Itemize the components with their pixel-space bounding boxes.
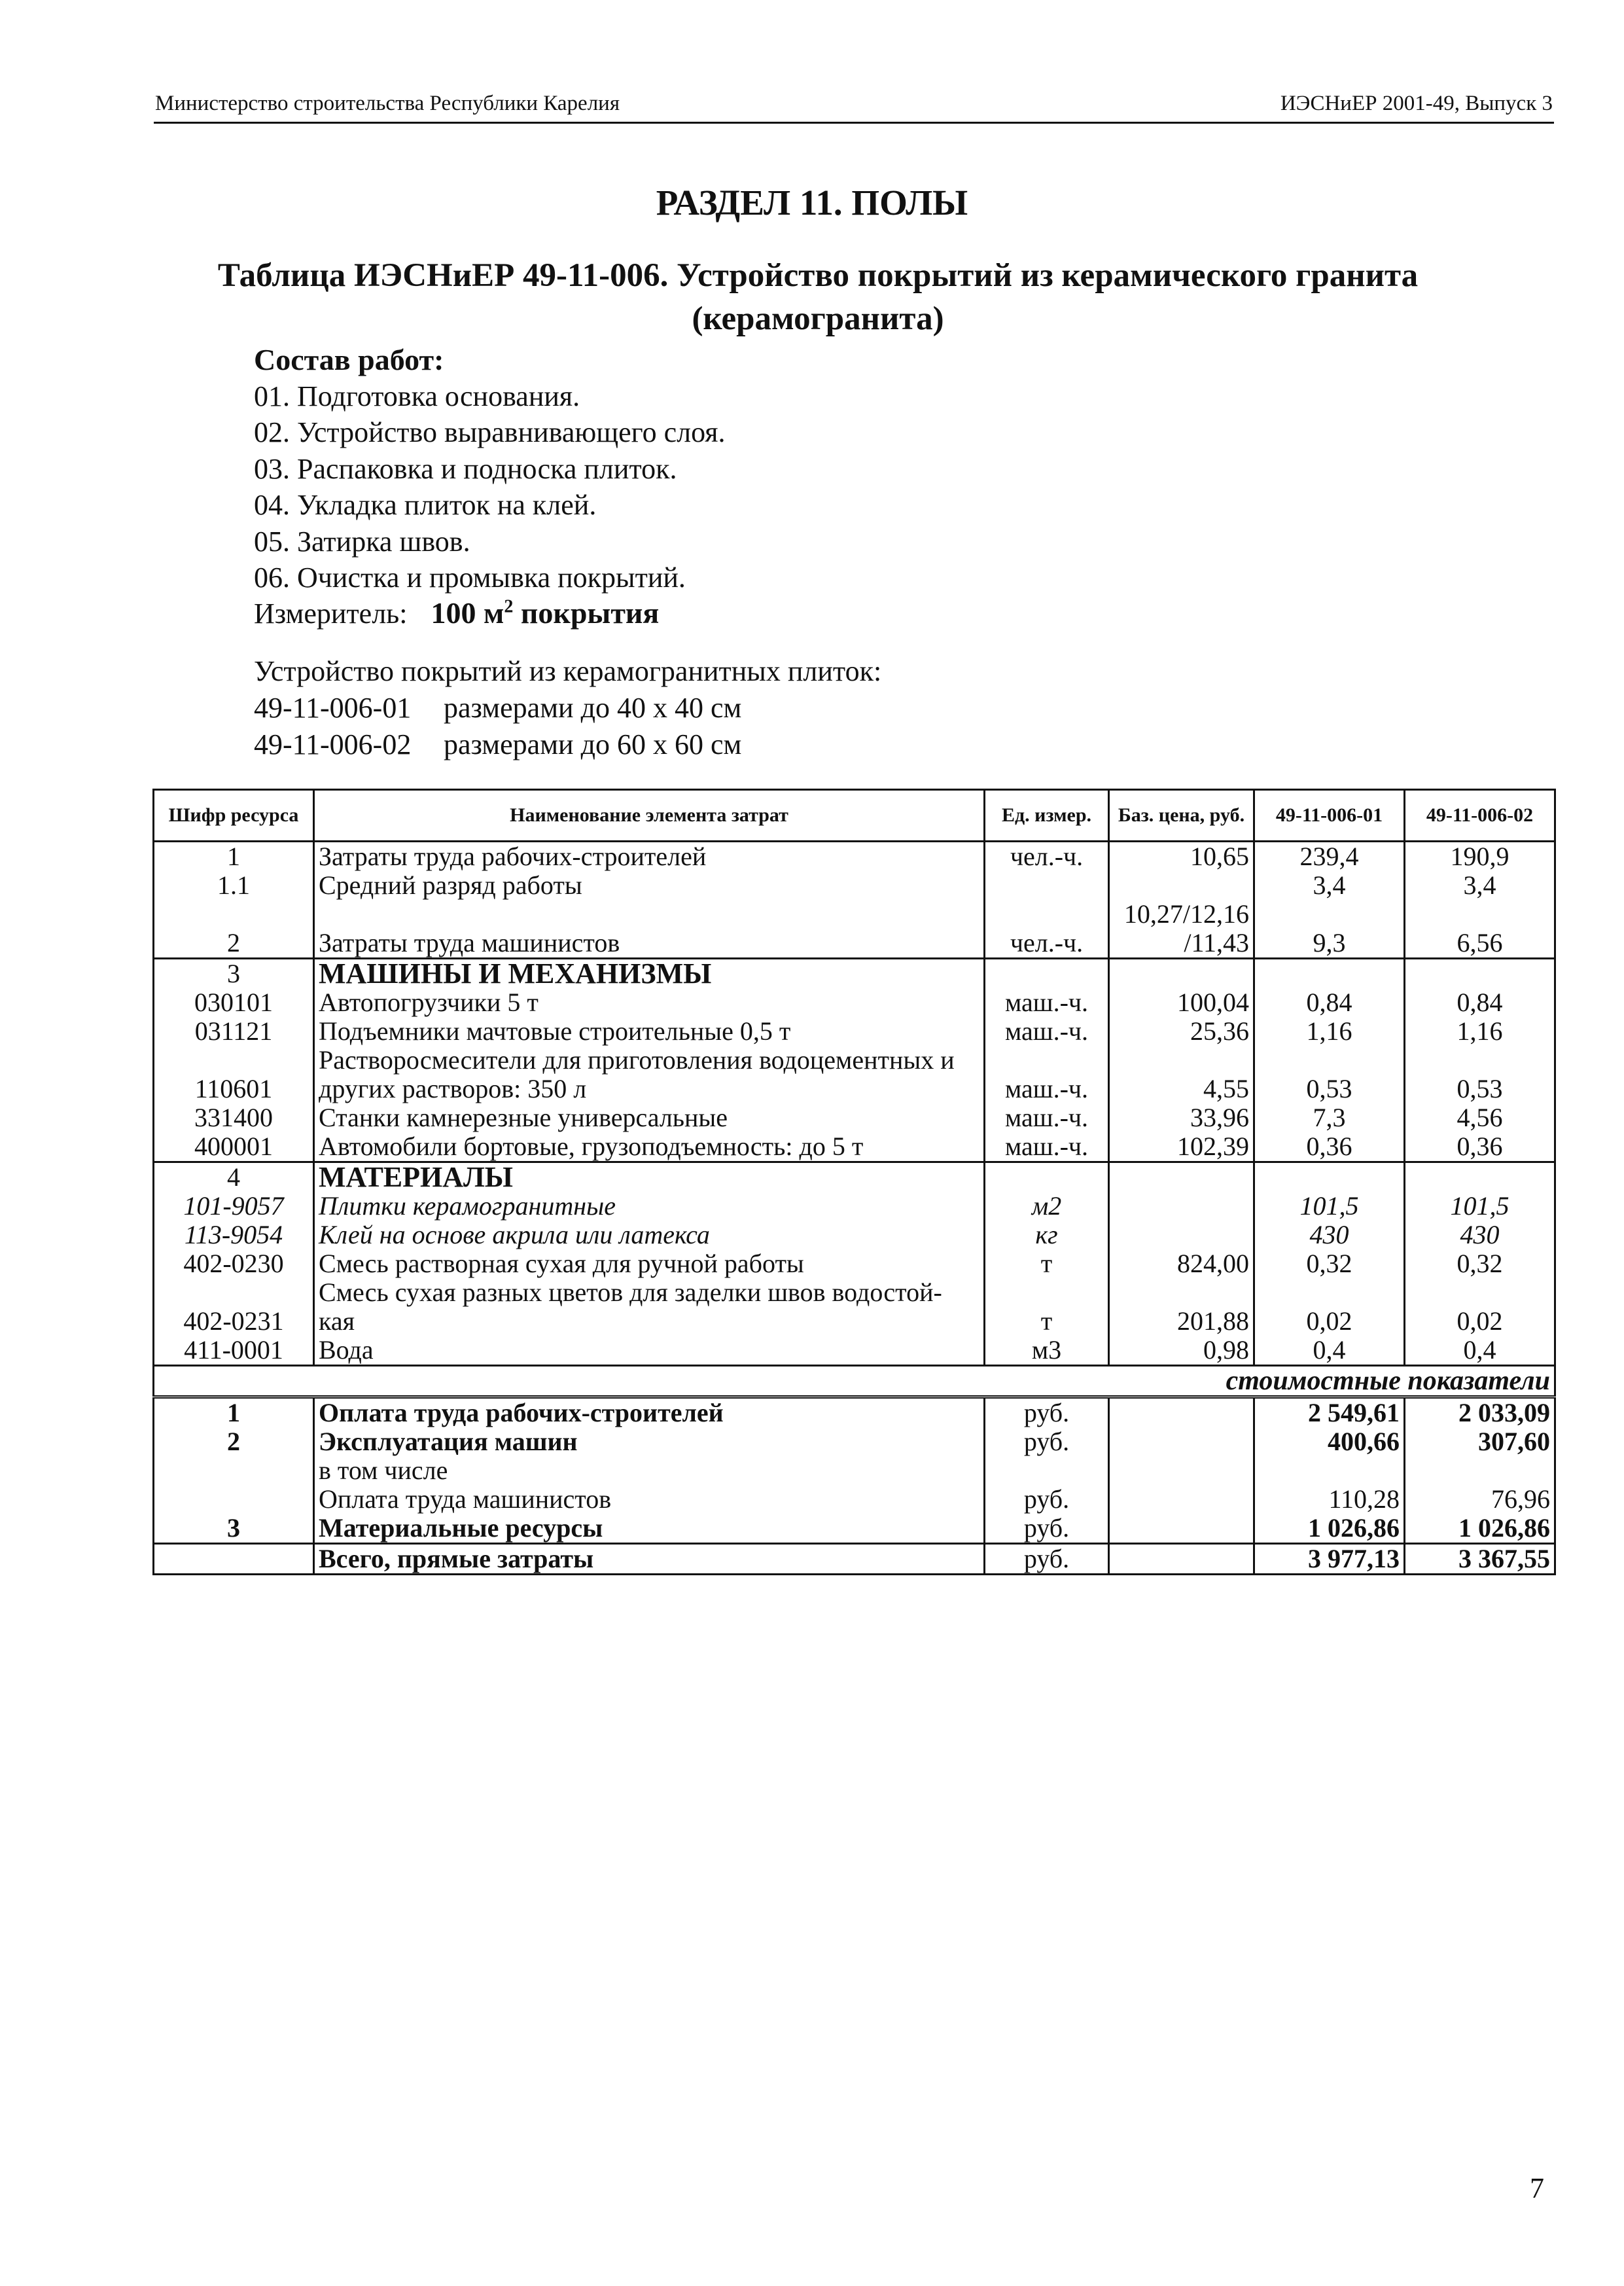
table-cell: 33,96 [1109,1103,1254,1132]
table-cell: 10,27/12,16 [1109,900,1254,929]
work-scope-item: 04. Укладка плиток на клей. [254,489,597,521]
cost-caption: стоимостные показатели [154,1366,1555,1397]
table-cell [985,1046,1109,1075]
col-price-header: Баз. цена, руб. [1109,790,1254,842]
table-cell: Эксплуатация машин [314,1427,985,1456]
table-cell [314,900,985,929]
table-cell: 411-0001 [154,1336,314,1366]
table-cell: 76,96 [1405,1485,1555,1514]
cost-row [154,1485,1555,1514]
header-edition: ИЭСНиЕР 2001-49, Выпуск 3 [1280,92,1553,115]
table-cell [985,1162,1109,1192]
table-cell [1405,1278,1555,1307]
table-cell: 3 [154,959,314,989]
table-cell: т [985,1249,1109,1278]
table-cell: 0,98 [1109,1336,1254,1366]
table-cell: 110,28 [1254,1485,1405,1514]
table-cell [1109,1397,1254,1428]
table-cell: чел.-ч. [985,842,1109,872]
table-cell: 100,04 [1109,988,1254,1017]
table-cell [1254,900,1405,929]
measure-unit [254,596,659,630]
table-cell: 331400 [154,1103,314,1132]
table-cell [1109,1427,1254,1456]
table-row [154,1103,1555,1132]
table-cell: 400001 [154,1132,314,1162]
variants [254,653,881,763]
table-cell: 2 [154,929,314,959]
table-cell [1254,1456,1405,1485]
table-cell: руб. [985,1427,1109,1456]
table-cell: 102,39 [1109,1132,1254,1162]
table-cell: 0,4 [1254,1336,1405,1366]
table-cell: 0,84 [1405,988,1555,1017]
table-cell [1109,1485,1254,1514]
table-cell: Всего, прямые затраты [314,1544,985,1575]
table-cell [985,871,1109,900]
table-cell: Растворосмесители для приготовления водоцементных и [314,1046,985,1075]
table-cell: 031121 [154,1017,314,1046]
table-cell: 1 [154,842,314,872]
table-cell [154,1278,314,1307]
header-ministry: Министерство строительства Республики Карелия [155,92,620,115]
table-row [154,988,1555,1017]
cost-row [154,1427,1555,1456]
table-cell: руб. [985,1485,1109,1514]
measure-value: 100 $м^2$ покрытия [431,596,660,630]
section-title: РАЗДЕЛ 11. ПОЛЫ [656,183,968,223]
table-group-row [154,959,1555,989]
table-cell: т [985,1307,1109,1336]
table-cell: в том числе [314,1456,985,1485]
table-cell: 2 549,61 [1254,1397,1405,1428]
table-cell: Автомобили бортовые, грузоподъемность: до 5 т [314,1132,985,1162]
table-header-row [154,790,1555,842]
table-cell: 113-9054 [154,1221,314,1249]
table-row [154,1046,1555,1075]
table-cell: 402-0230 [154,1249,314,1278]
table-cell: 0,53 [1254,1075,1405,1103]
table-cell: 402-0231 [154,1307,314,1336]
table-cell: /11,43 [1109,929,1254,959]
table-cell: 110601 [154,1075,314,1103]
col-v2-header: 49-11-006-02 [1405,790,1555,842]
table-cell: 030101 [154,988,314,1017]
table-cell: Станки камнерезные универсальные [314,1103,985,1132]
table-cell: Оплата труда машинистов [314,1485,985,1514]
table-cell: 25,36 [1109,1017,1254,1046]
table-cell: 1 026,86 [1254,1514,1405,1544]
table-title-line1: Таблица ИЭСНиЕР 49-11-006. Устройство покрытий из керамического гранита [217,257,1419,294]
table-cell: 0,36 [1405,1132,1555,1162]
table-cell: маш.-ч. [985,1075,1109,1103]
table-cell: 1,16 [1405,1017,1555,1046]
table-cell: руб. [985,1544,1109,1575]
page-header [154,92,1554,124]
table-cell: 1 026,86 [1405,1514,1555,1544]
table-cell: 3 367,55 [1405,1544,1555,1575]
table-cell: 239,4 [1254,842,1405,872]
variants-intro: Устройство покрытий из керамогранитных плиток: [254,655,882,687]
table-cell [985,900,1109,929]
table-cell [1109,1278,1254,1307]
table-cell: 2 033,09 [1405,1397,1555,1428]
table-cell: 0,4 [1405,1336,1555,1366]
table-cell: 430 [1254,1221,1405,1249]
table-cell: Затраты труда машинистов [314,929,985,959]
table-cell: других растворов: 350 л [314,1075,985,1103]
table-cell: Оплата труда рабочих-строителей [314,1397,985,1428]
cost-row [154,1514,1555,1544]
table-cell: 3 [154,1514,314,1544]
table-cell: 0,53 [1405,1075,1555,1103]
table-cell: 430 [1405,1221,1555,1249]
work-scope-title: Состав работ: [254,343,444,376]
table-cell [1254,1046,1405,1075]
table-cell [1254,1162,1405,1192]
variant-row: 49-11-006-02 размерами до 60 х 60 см [254,728,742,760]
cost-row [154,1397,1555,1428]
table-cell [1109,1162,1254,1192]
table-cell [154,900,314,929]
table-cell [1109,1544,1254,1575]
table-cell [985,1278,1109,1307]
total-row [154,1544,1555,1575]
table-cell: м3 [985,1336,1109,1366]
table-cell [1109,1192,1254,1221]
table-row [154,871,1555,900]
table-cell: 3,4 [1405,871,1555,900]
work-scope [254,342,726,596]
table-cell [1109,871,1254,900]
table-cell: МАШИНЫ И МЕХАНИЗМЫ [314,959,985,989]
table-row [154,1307,1555,1336]
col-v1-header: 49-11-006-01 [1254,790,1405,842]
table-cell: 400,66 [1254,1427,1405,1456]
table-cell: Подъемники мачтовые строительные 0,5 т [314,1017,985,1046]
table-cell [154,1544,314,1575]
table-cell [985,1456,1109,1485]
col-code-header: Шифр ресурса [154,790,314,842]
table-cell: м2 [985,1192,1109,1221]
table-cell: 4 [154,1162,314,1192]
measure-label: Измеритель: [254,598,408,630]
table-cell: 101,5 [1405,1192,1555,1221]
table-cell: 101-9057 [154,1192,314,1221]
table-cell: 4,56 [1405,1103,1555,1132]
table-cell: 190,9 [1405,842,1555,872]
table-cell: 1,16 [1254,1017,1405,1046]
table-cell [154,1456,314,1485]
table-cell [1109,1046,1254,1075]
table-cell: 1.1 [154,871,314,900]
table-row [154,1017,1555,1046]
table-row [154,1278,1555,1307]
table-cell: маш.-ч. [985,988,1109,1017]
table-cell: 3 977,13 [1254,1544,1405,1575]
table-cell: Автопогрузчики 5 т [314,988,985,1017]
table-cell: 0,02 [1405,1307,1555,1336]
table-cell [985,959,1109,989]
table-cell: руб. [985,1397,1109,1428]
table-cell: Материальные ресурсы [314,1514,985,1544]
work-scope-item: 05. Затирка швов. [254,525,470,558]
table-cell: Клей на основе акрила или латекса [314,1221,985,1249]
table-cell [1405,959,1555,989]
table-cell: чел.-ч. [985,929,1109,959]
table-cell: 0,02 [1254,1307,1405,1336]
table-cell: 101,5 [1254,1192,1405,1221]
table-cell: 0,32 [1254,1249,1405,1278]
table-cell [154,1046,314,1075]
work-scope-item: 06. Очистка и промывка покрытий. [254,562,686,594]
table-cell: Средний разряд работы [314,871,985,900]
col-unit-header: Ед. измер. [985,790,1109,842]
table-row [154,1221,1555,1249]
table-cell: 0,84 [1254,988,1405,1017]
table-cell [1254,959,1405,989]
table-row [154,1132,1555,1162]
table-cell: кая [314,1307,985,1336]
table-row [154,1075,1555,1103]
table-cell: 0,32 [1405,1249,1555,1278]
table-cell [1405,1456,1555,1485]
work-scope-item: 01. Подготовка основания. [254,380,580,412]
table-cell: 307,60 [1405,1427,1555,1456]
table-cell: 6,56 [1405,929,1555,959]
table-cell: руб. [985,1514,1109,1544]
table-cell: 3,4 [1254,871,1405,900]
table-cell: 4,55 [1109,1075,1254,1103]
table-cell: МАТЕРИАЛЫ [314,1162,985,1192]
table-cell [1254,1278,1405,1307]
table-cell: Смесь сухая разных цветов для заделки швов водостой- [314,1278,985,1307]
col-name-header: Наименование элемента затрат [314,790,985,842]
cost-caption-row [154,1366,1555,1397]
table-cell: 824,00 [1109,1249,1254,1278]
work-scope-item: 03. Распаковка и подноска плиток. [254,452,677,485]
table-cell [1109,1456,1254,1485]
resource-table [152,789,1556,1575]
table-cell [1405,900,1555,929]
table-cell [1405,1046,1555,1075]
table-cell: 201,88 [1109,1307,1254,1336]
table-cell: маш.-ч. [985,1103,1109,1132]
table-row [154,1249,1555,1278]
table-cell: 9,3 [1254,929,1405,959]
table-row [154,929,1555,959]
table-cell: 10,65 [1109,842,1254,872]
table-cell: Смесь растворная сухая для ручной работы [314,1249,985,1278]
table-cell [1405,1162,1555,1192]
table-row [154,900,1555,929]
table-cell: Плитки керамогранитные [314,1192,985,1221]
table-cell: Вода [314,1336,985,1366]
table-cell: 7,3 [1254,1103,1405,1132]
table-row [154,1336,1555,1366]
table-title [196,254,1439,340]
table-cell [154,1485,314,1514]
cost-row [154,1456,1555,1485]
table-cell: 2 [154,1427,314,1456]
table-cell: маш.-ч. [985,1132,1109,1162]
table-cell [1109,1514,1254,1544]
page-number: 7 [1530,2172,1544,2204]
table-cell [1109,1221,1254,1249]
table-cell [1109,959,1254,989]
variant-row: 49-11-006-01 размерами до 40 х 40 см [254,692,742,724]
table-cell: маш.-ч. [985,1017,1109,1046]
work-scope-item: 02. Устройство выравнивающего слоя. [254,416,726,448]
table-cell: кг [985,1221,1109,1249]
table-row [154,1192,1555,1221]
table-group-row [154,1162,1555,1192]
table-title-line2: (керамогранита) [692,300,944,337]
table-cell: Затраты труда рабочих-строителей [314,842,985,872]
table-cell: 0,36 [1254,1132,1405,1162]
table-row [154,842,1555,872]
table-cell: 1 [154,1397,314,1428]
